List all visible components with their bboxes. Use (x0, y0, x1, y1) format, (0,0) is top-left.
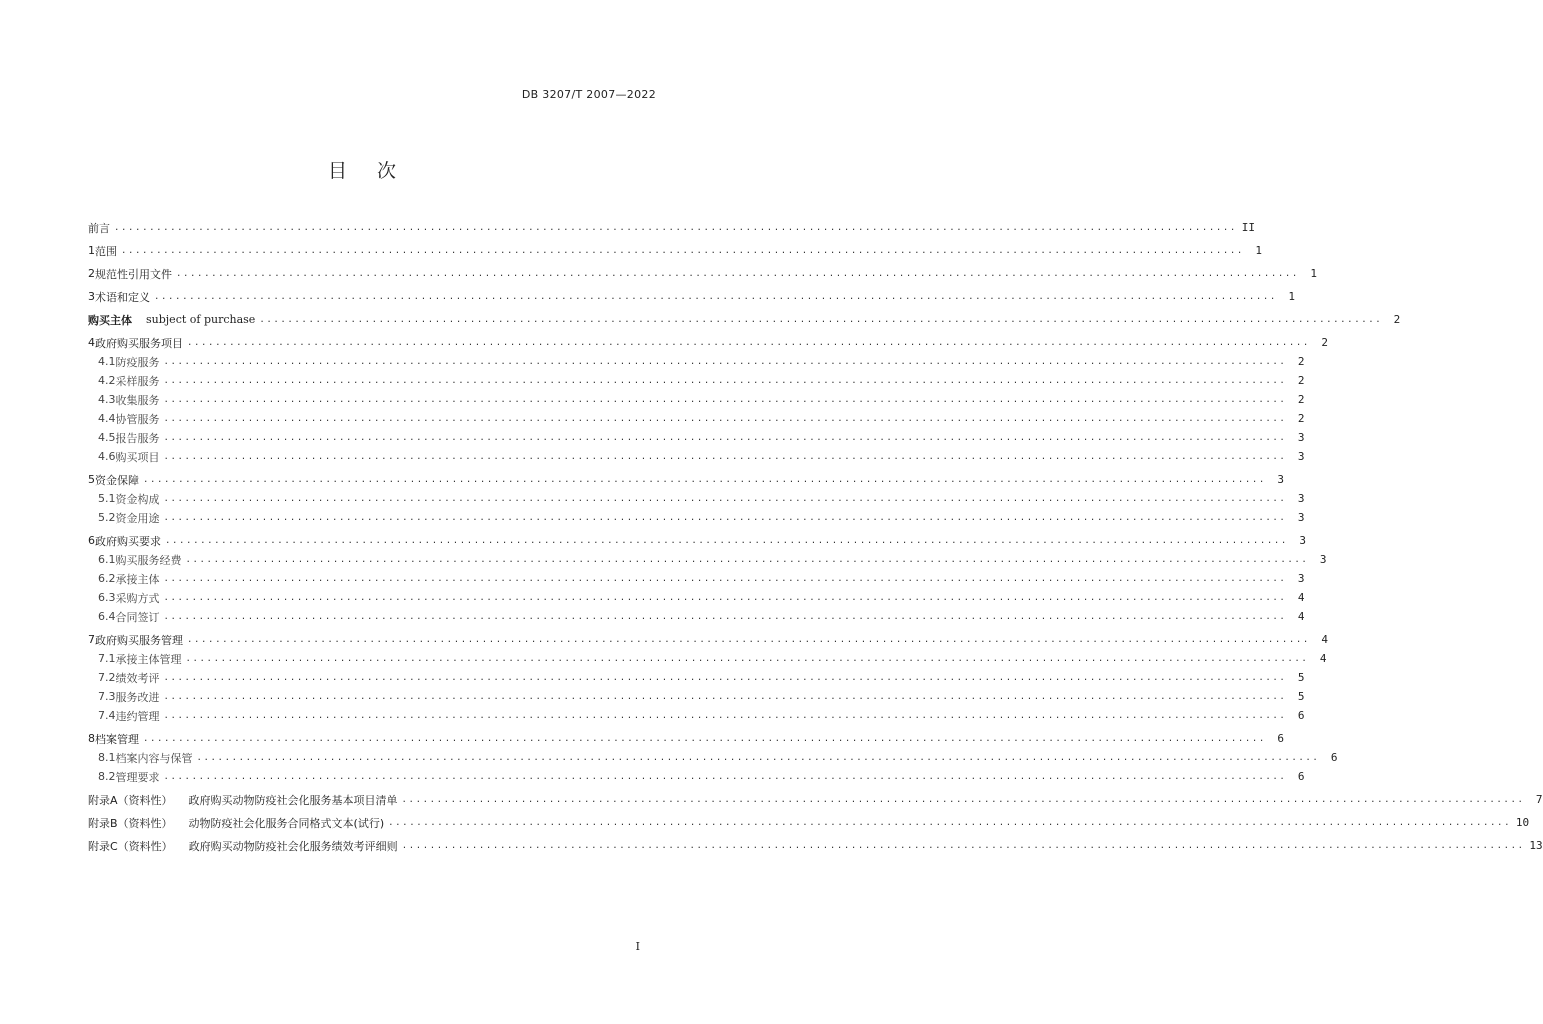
toc-leader-dots: ................................................................................................................................................................ (143, 474, 1266, 485)
toc-entry-page-number: 6 (1277, 732, 1284, 745)
toc-entry-page-number: 13 (1529, 839, 1543, 852)
toc-entry-title: 术语和定义 (95, 290, 150, 304)
toc-entry-number: 6.1 (98, 553, 116, 566)
toc-entry[interactable] (88, 447, 1305, 466)
toc-leader-dots: ................................................................................................................................................................ (163, 356, 1287, 367)
toc-entry-title: 协管服务 (115, 412, 160, 426)
toc-entry-title: 资金用途 (115, 511, 160, 525)
toc-entry-page-number: 5 (1297, 690, 1305, 703)
toc-entry-number: 4.1 (98, 355, 116, 368)
toc-entry-number: 4.4 (98, 412, 116, 425)
toc-entry[interactable] (88, 790, 1543, 809)
toc-entry-page-number: 6 (1297, 770, 1305, 783)
toc-leader-dots: ................................................................................................................................................................ (163, 672, 1287, 683)
toc-entry[interactable] (88, 428, 1305, 447)
toc-entry-page-number: 6 (1297, 709, 1305, 722)
toc-entry-title: 购买主体 (88, 313, 132, 327)
toc-entry-title: 合同签订 (115, 610, 160, 624)
toc-leader-dots: ................................................................................................................................................................ (163, 611, 1287, 622)
toc-leader-dots: ................................................................................................................................................................ (165, 535, 1288, 546)
toc-entry-page-number: 1 (1255, 244, 1262, 257)
toc-leader-dots: ................................................................................................................................................................ (185, 653, 1309, 664)
toc-entry[interactable] (88, 508, 1305, 527)
toc-leader-dots: ................................................................................................................................................................ (163, 432, 1287, 443)
toc-leader-dots: ................................................................................................................................................................ (121, 245, 1244, 256)
toc-entry-page-number: 2 (1321, 336, 1328, 349)
toc-entry-number: 5.1 (98, 492, 116, 505)
toc-entry[interactable] (88, 649, 1327, 668)
toc-entry-title: 报告服务 (115, 431, 160, 445)
toc-entry-page-number: 4 (1321, 633, 1328, 646)
toc-entry-title: 采购方式 (115, 591, 160, 605)
toc-leader-dots: ................................................................................................................................................................ (187, 634, 1310, 645)
toc-entry[interactable] (88, 706, 1305, 725)
toc-entry-number: 3 (88, 290, 95, 303)
toc-leader-dots: ................................................................................................................................................................ (114, 222, 1237, 233)
toc-entry[interactable] (88, 767, 1305, 786)
toc-entry[interactable] (88, 287, 1295, 306)
toc-entry-page-number: 3 (1297, 431, 1305, 444)
toc-entry[interactable] (88, 333, 1328, 352)
toc-entry-number: 7.3 (98, 690, 116, 703)
toc-entry-page-number: 3 (1297, 492, 1305, 505)
toc-entry-number: 4 (88, 336, 95, 349)
toc-leader-dots: ................................................................................................................................................................ (163, 375, 1287, 386)
toc-entry-title: 档案内容与保管 (115, 751, 193, 765)
toc-title (0, 156, 724, 183)
toc-entry-page-number: 1 (1310, 267, 1317, 280)
toc-entry-page-number: 2 (1297, 374, 1305, 387)
toc-leader-dots: ................................................................................................................................................................ (163, 413, 1287, 424)
toc-entry-number: 附录B（资料性） (88, 816, 173, 830)
toc-entry-title: 服务改进 (115, 690, 160, 704)
toc-entry-title: 违约管理 (115, 709, 160, 723)
toc-leader-dots: ................................................................................................................................................................ (187, 337, 1310, 348)
toc-entry[interactable] (88, 729, 1284, 748)
toc-entry-title: 前言 (88, 221, 110, 235)
toc-entry[interactable] (88, 748, 1338, 767)
toc-leader-dots: ................................................................................................................................................................ (401, 794, 1525, 805)
toc-entry-number: 7.4 (98, 709, 116, 722)
toc-entry-number: 2 (88, 267, 95, 280)
toc-entry-page-number: 4 (1297, 610, 1305, 623)
toc-entry-number: 4.6 (98, 450, 116, 463)
toc-entry-number: 附录A（资料性） (88, 793, 173, 807)
toc-entry-number: 6.4 (98, 610, 116, 623)
toc-entry-page-number: 1 (1288, 290, 1295, 303)
toc-entry-title: 政府购买动物防疫社会化服务基本项目清单 (188, 793, 398, 807)
toc-entry-page-number: 4 (1297, 591, 1305, 604)
toc-entry[interactable] (88, 470, 1284, 489)
toc-entry[interactable] (88, 836, 1543, 855)
toc-entry-number: 4.5 (98, 431, 116, 444)
toc-entry-page-number: 3 (1299, 534, 1306, 547)
toc-entry[interactable] (88, 607, 1305, 626)
toc-leader-dots: ................................................................................................................................................................ (185, 554, 1309, 565)
toc-entry-page-number: 3 (1297, 511, 1305, 524)
toc-entry-page-number: 10 (1515, 816, 1530, 829)
toc-entry-page-number: 2 (1297, 393, 1305, 406)
toc-entry-page-number: 3 (1297, 450, 1305, 463)
toc-leader-dots: ................................................................................................................................................................ (196, 752, 1320, 763)
toc-entry[interactable] (88, 371, 1305, 390)
document-code: DB 3207/T 2007—2022 (521, 88, 656, 101)
table-of-contents (88, 218, 1543, 855)
toc-entry-title: 承接主体 (115, 572, 160, 586)
toc-entry[interactable] (88, 550, 1327, 569)
toc-entry[interactable] (88, 352, 1305, 371)
toc-title-char-1: 目 (327, 160, 347, 182)
toc-entry-number: 7.1 (98, 652, 116, 665)
toc-leader-dots: ................................................................................................................................................................ (163, 710, 1287, 721)
toc-leader-dots: ................................................................................................................................................................ (176, 268, 1299, 279)
toc-entry[interactable] (88, 813, 1530, 832)
toc-entry-number: 6.2 (98, 572, 116, 585)
toc-entry-title: 资金保障 (95, 473, 139, 487)
toc-entry-title: 资金构成 (115, 492, 160, 506)
toc-entry[interactable] (88, 409, 1305, 428)
toc-entry-english-term: subject of purchase (146, 313, 256, 326)
toc-leader-dots: ................................................................................................................................................................ (163, 691, 1287, 702)
toc-entry[interactable] (88, 569, 1305, 588)
toc-entry[interactable] (88, 668, 1305, 687)
toc-entry-title: 管理要求 (115, 770, 160, 784)
toc-entry-number: 8.2 (98, 770, 116, 783)
toc-entry-number: 附录C（资料性） (88, 839, 173, 853)
toc-entry-title: 动物防疫社会化服务合同格式文本(试行) (188, 816, 385, 830)
toc-entry-page-number: 3 (1277, 473, 1284, 486)
toc-entry-page-number: 5 (1297, 671, 1305, 684)
toc-entry-page-number: 2 (1297, 355, 1305, 368)
toc-entry-title: 政府购买服务项目 (95, 336, 183, 350)
toc-entry-page-number: 4 (1319, 652, 1327, 665)
toc-entry-title: 防疫服务 (115, 355, 160, 369)
toc-entry-title: 政府购买要求 (95, 534, 161, 548)
toc-entry-number: 8.1 (98, 751, 116, 764)
toc-entry-page-number: 3 (1297, 572, 1305, 585)
toc-leader-dots: ................................................................................................................................................................ (163, 493, 1287, 504)
toc-entry-title: 承接主体管理 (115, 652, 182, 666)
toc-entry-page-number: 3 (1319, 553, 1327, 566)
toc-entry-number: 7 (88, 633, 95, 646)
toc-entry-title: 政府购买服务管理 (95, 633, 183, 647)
toc-entry-number: 7.2 (98, 671, 116, 684)
toc-leader-dots: ................................................................................................................................................................ (154, 291, 1277, 302)
toc-entry-number: 5 (88, 473, 95, 486)
toc-entry-page-number: 2 (1393, 313, 1401, 326)
toc-entry-number: 4.3 (98, 393, 116, 406)
toc-leader-dots: ................................................................................................................................................................ (401, 840, 1525, 851)
toc-entry-page-number: II (1241, 221, 1255, 234)
toc-entry[interactable] (88, 264, 1317, 283)
toc-entry[interactable] (88, 687, 1305, 706)
toc-entry[interactable] (88, 218, 1255, 237)
toc-entry-number: 6 (88, 534, 95, 547)
toc-leader-dots: ................................................................................................................................................................ (163, 771, 1287, 782)
toc-entry-page-number: 2 (1297, 412, 1305, 425)
toc-entry[interactable] (88, 588, 1305, 607)
toc-entry-title: 收集服务 (115, 393, 160, 407)
toc-entry-page-number: 6 (1330, 751, 1338, 764)
toc-entry-number: 5.2 (98, 511, 116, 524)
toc-entry-title: 档案管理 (95, 732, 139, 746)
toc-entry-title: 规范性引用文件 (95, 267, 172, 281)
toc-title-char-2: 次 (377, 160, 397, 182)
toc-entry[interactable] (88, 390, 1305, 409)
toc-entry[interactable] (88, 241, 1262, 260)
toc-entry-title: 采样服务 (115, 374, 160, 388)
toc-entry[interactable] (88, 531, 1306, 550)
toc-entry-title: 购买服务经费 (115, 553, 182, 567)
toc-leader-dots: ................................................................................................................................................................ (259, 314, 1383, 325)
toc-entry-title: 范围 (95, 244, 117, 258)
toc-entry-title: 政府购买动物防疫社会化服务绩效考评细则 (188, 839, 398, 853)
toc-entry-number: 8 (88, 732, 95, 745)
toc-leader-dots: ................................................................................................................................................................ (143, 733, 1266, 744)
page-folio: I (635, 940, 640, 953)
toc-entry-title: 绩效考评 (115, 671, 160, 685)
toc-leader-dots: ................................................................................................................................................................ (163, 573, 1287, 584)
toc-leader-dots: ................................................................................................................................................................ (163, 592, 1287, 603)
toc-leader-dots: ................................................................................................................................................................ (163, 451, 1287, 462)
toc-leader-dots: ................................................................................................................................................................ (163, 512, 1287, 523)
toc-leader-dots: ................................................................................................................................................................ (388, 817, 1512, 828)
toc-entry-number: 4.2 (98, 374, 116, 387)
toc-entry[interactable] (88, 310, 1401, 329)
toc-entry[interactable] (88, 630, 1328, 649)
toc-entry-number: 1 (88, 244, 95, 257)
toc-entry[interactable] (88, 489, 1305, 508)
toc-entry-title: 购买项目 (115, 450, 160, 464)
toc-entry-number: 6.3 (98, 591, 116, 604)
toc-leader-dots: ................................................................................................................................................................ (163, 394, 1287, 405)
toc-entry-page-number: 7 (1535, 793, 1543, 806)
